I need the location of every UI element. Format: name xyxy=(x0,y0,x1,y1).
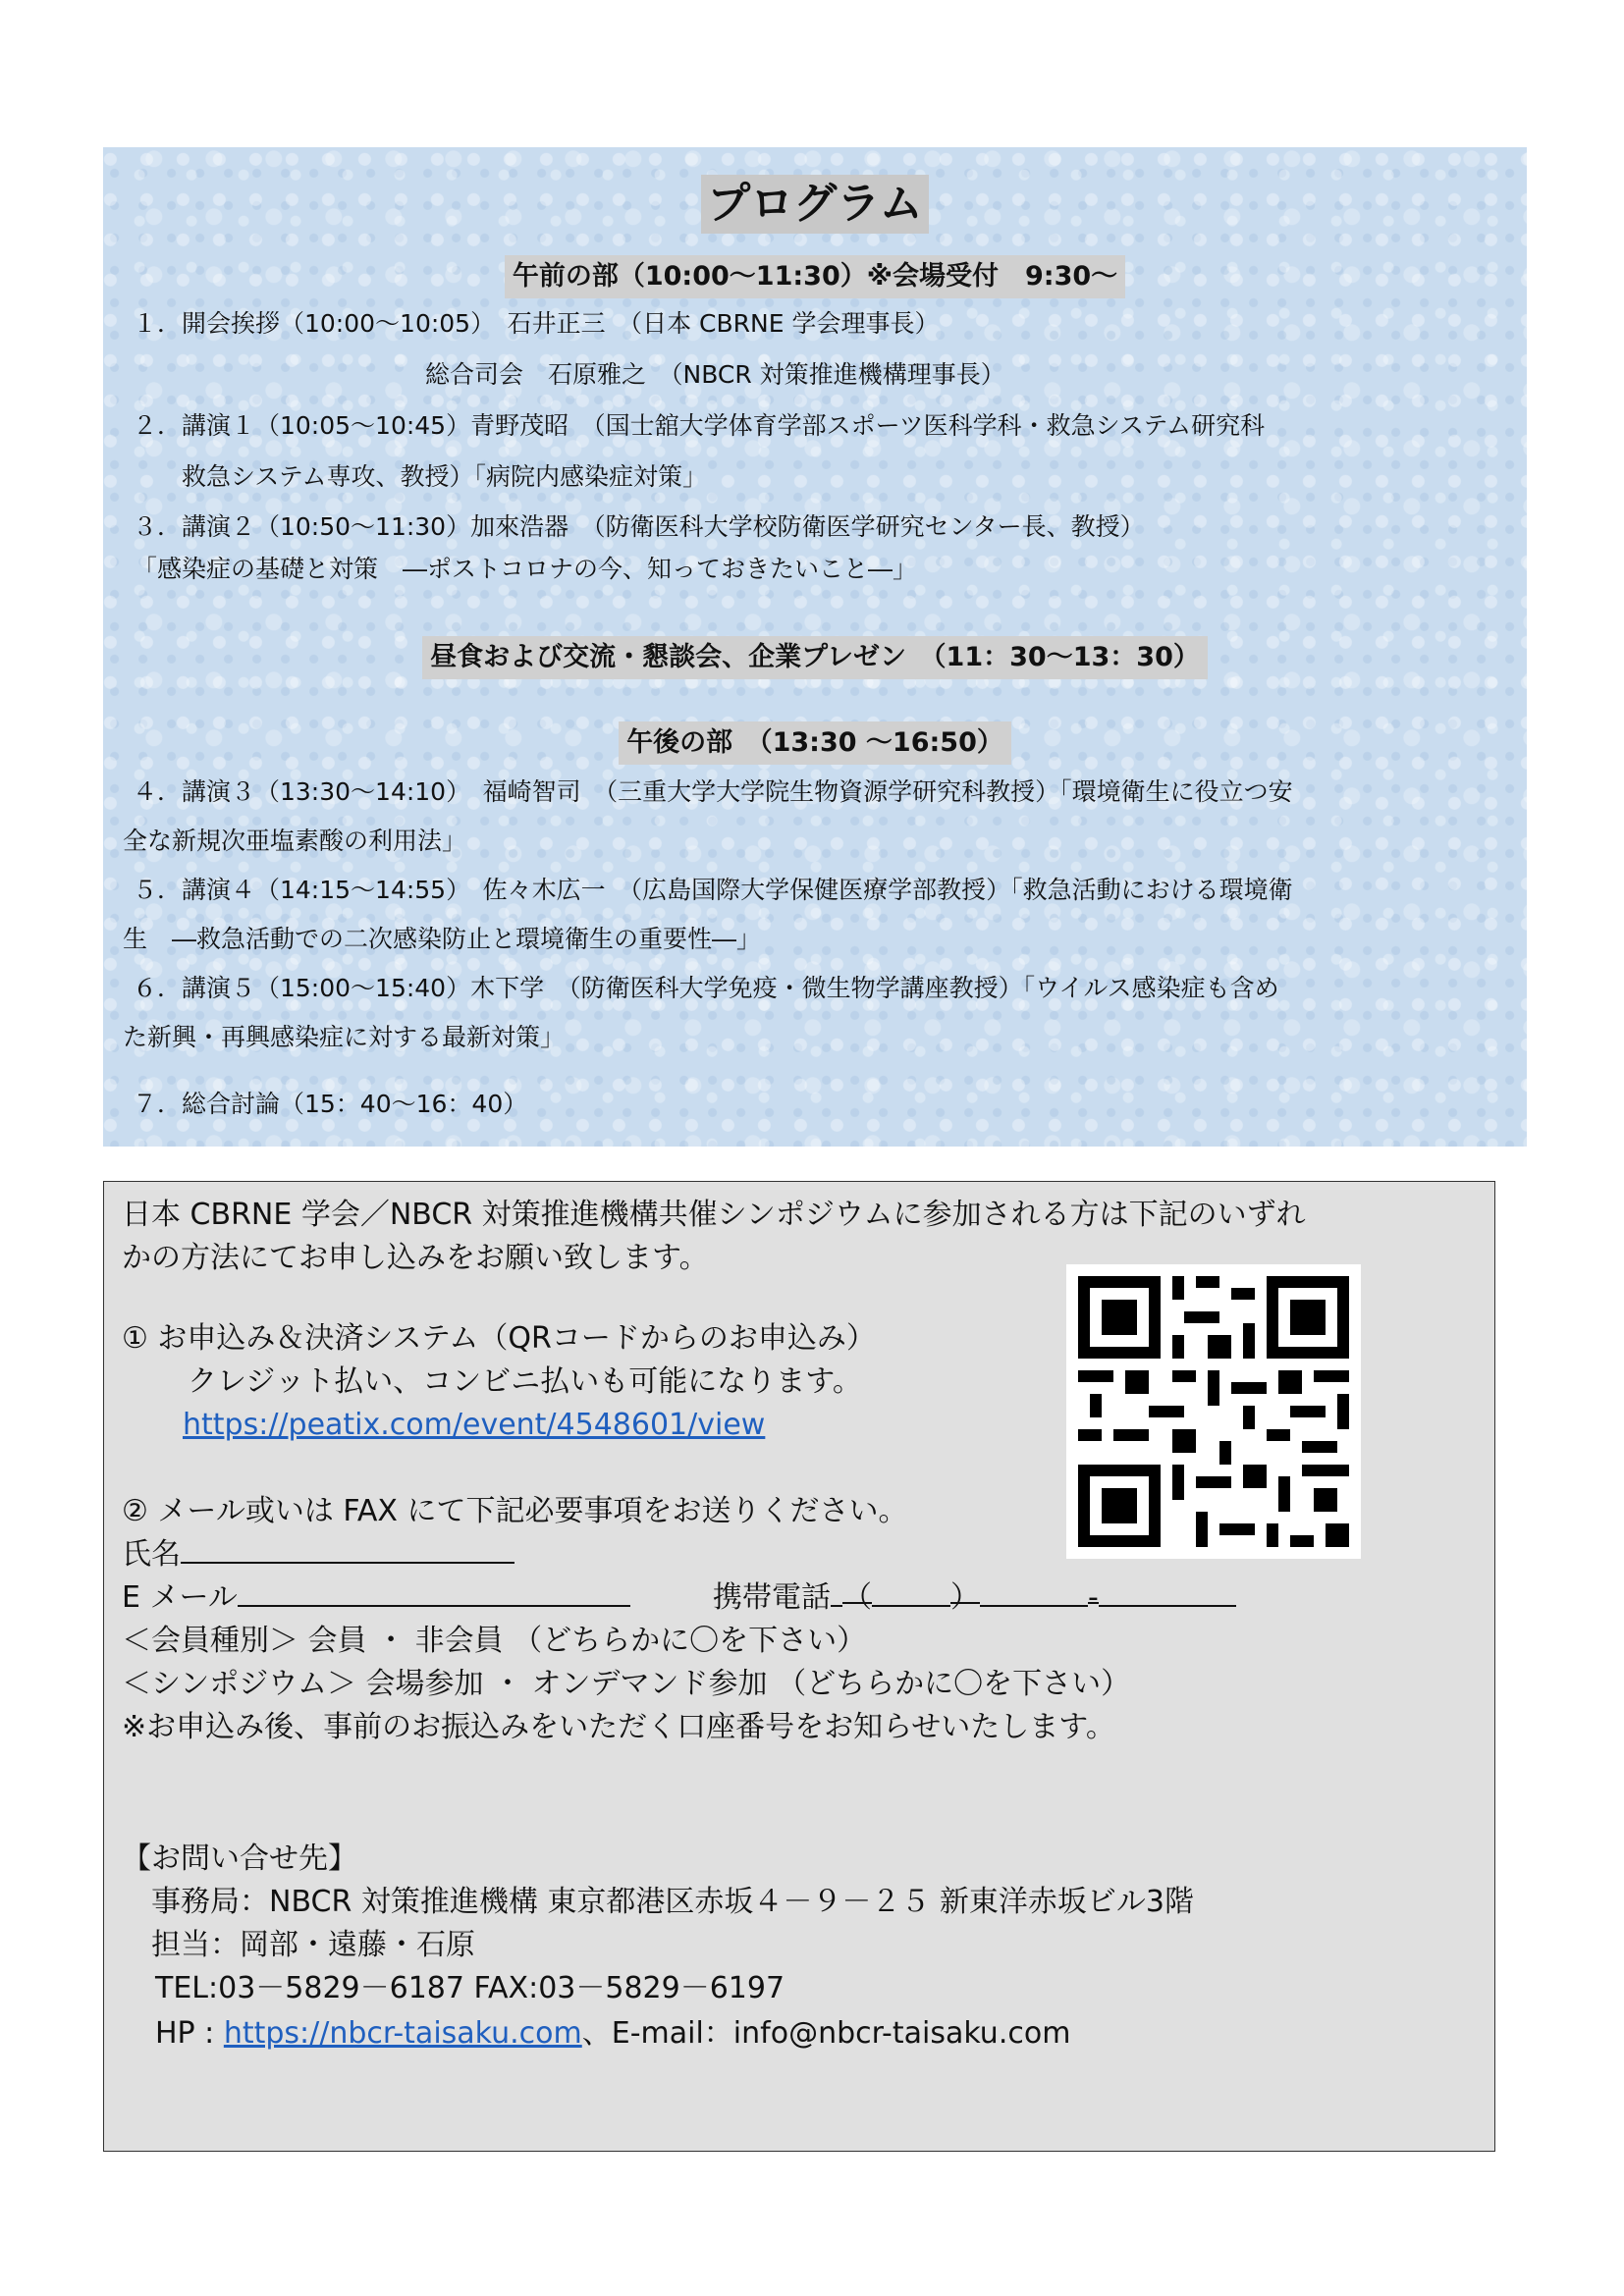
program-line: ５．講演４（14:15～14:55） 佐々木広一 （広島国際大学保健医療学部教授）「救急活動における環境衛 xyxy=(133,876,1293,904)
contact-web-row xyxy=(155,2012,1070,2056)
program-line: 生 ―救急活動での二次感染防止と環境衛生の重要性―」 xyxy=(123,925,762,953)
program-line: た新興・再興感染症に対する最新対策」 xyxy=(123,1023,566,1051)
option2-title: ② メール或いは FAX にて下記必要事項をお送りください。 xyxy=(122,1494,908,1528)
phone-label: 携帯電話 xyxy=(713,1580,831,1615)
program-line: ４．講演３（13:30～14:10） 福崎智司 （三重大学大学院生物資源学研究科教授）「環境衛生に役立つ安 xyxy=(133,777,1293,806)
program-line: １．開会挨拶（10:00～10:05） 石井正三 （日本 CBRNE 学会理事長） xyxy=(133,309,940,338)
option1-title: ① お申込み＆決済システム（QRコードからのお申込み） xyxy=(122,1321,876,1356)
qr-code-icon xyxy=(1066,1264,1361,1559)
phone-field-row xyxy=(713,1576,1236,1620)
program-line: ６．講演５（15:00～15:40）木下学 （防衛医科大学免疫・微生物学講座教授）「ウイルス感染症も含め xyxy=(133,974,1279,1002)
phone-paren-close: ） xyxy=(950,1576,980,1604)
registration-box xyxy=(103,1181,1495,2152)
peatix-link[interactable]: https://peatix.com/event/4548601/view xyxy=(183,1408,766,1442)
lunch-section-heading: 昼食および交流・懇談会、企業プレゼン （11：30～13：30） xyxy=(103,636,1527,679)
contact-staff: 担当：岡部・遠藤・石原 xyxy=(151,1928,475,1962)
phone-area-field[interactable] xyxy=(872,1579,950,1607)
afternoon-section-heading: 午後の部 （13:30 ～16:50） xyxy=(103,721,1527,765)
registration-intro: かの方法にてお申し込みをお願い致します。 xyxy=(122,1241,709,1275)
registration-intro: 日本 CBRNE 学会／NBCR 対策推進機構共催シンポジウムに参加される方は下記のいずれ xyxy=(122,1198,1306,1232)
contact-email[interactable]: 、E-mail：info@nbcr-taisaku.com xyxy=(581,2016,1071,2051)
phone-middle-field[interactable] xyxy=(980,1579,1088,1607)
contact-heading: 【お問い合せ先】 xyxy=(122,1842,357,1876)
name-field-row xyxy=(122,1533,514,1576)
program-line: ７．総合討論（15：40～16：40） xyxy=(133,1090,528,1118)
program-line: 「感染症の基礎と対策 ―ポストコロナの今、知っておきたいこと―」 xyxy=(133,555,918,583)
email-field-row xyxy=(122,1576,630,1620)
hp-link[interactable]: https://nbcr-taisaku.com xyxy=(223,2016,582,2051)
email-label: E メール xyxy=(122,1580,238,1615)
phone-dash: - xyxy=(1088,1576,1099,1604)
symposium-type-line: ＜シンポジウム＞ 会場参加 ・ オンデマンド参加 （どちらかに〇を下さい） xyxy=(122,1667,1131,1701)
contact-tel-fax: TEL:03－5829－6187 FAX:03－5829－6197 xyxy=(155,1971,785,2005)
email-field[interactable] xyxy=(238,1579,630,1607)
phone-last-field[interactable] xyxy=(1099,1579,1236,1607)
name-label: 氏名 xyxy=(122,1537,181,1572)
program-line: 総合司会 石原雅之 （NBCR 対策推進機構理事長） xyxy=(425,360,1005,389)
payment-notice: ※お申込み後、事前のお振込みをいただく口座番号をお知らせいたします。 xyxy=(122,1710,1115,1744)
program-line: 全な新規次亜塩素酸の利用法」 xyxy=(123,827,467,855)
member-type-line: ＜会員種別＞ 会員 ・ 非会員 （どちらかに〇を下さい） xyxy=(122,1624,867,1658)
name-field[interactable] xyxy=(181,1536,514,1564)
option1-note: クレジット払い、コンビニ払いも可能になります。 xyxy=(188,1364,862,1399)
contact-office: 事務局：NBCR 対策推進機構 東京都港区赤坂４－９－２５ 新東洋赤坂ビル3階 xyxy=(151,1885,1194,1919)
program-line: 救急システム専攻、教授）「病院内感染症対策」 xyxy=(182,462,708,491)
phone-paren-open: （ xyxy=(842,1576,872,1604)
qr-code[interactable] xyxy=(1066,1264,1361,1559)
morning-section-heading: 午前の部（10:00～11:30）※会場受付 9:30～ xyxy=(103,255,1527,298)
program-line: ２．講演１（10:05～10:45）青野茂昭 （国士舘大学体育学部スポーツ医科学科・救急システム研究科 xyxy=(133,411,1266,440)
program-panel xyxy=(103,147,1527,1147)
program-line: ３．講演２（10:50～11:30）加來浩器 （防衛医科大学校防衛医学研究センター長、教授） xyxy=(133,512,1145,541)
hp-label: HP : xyxy=(155,2016,224,2051)
program-title: プログラム xyxy=(103,175,1527,234)
